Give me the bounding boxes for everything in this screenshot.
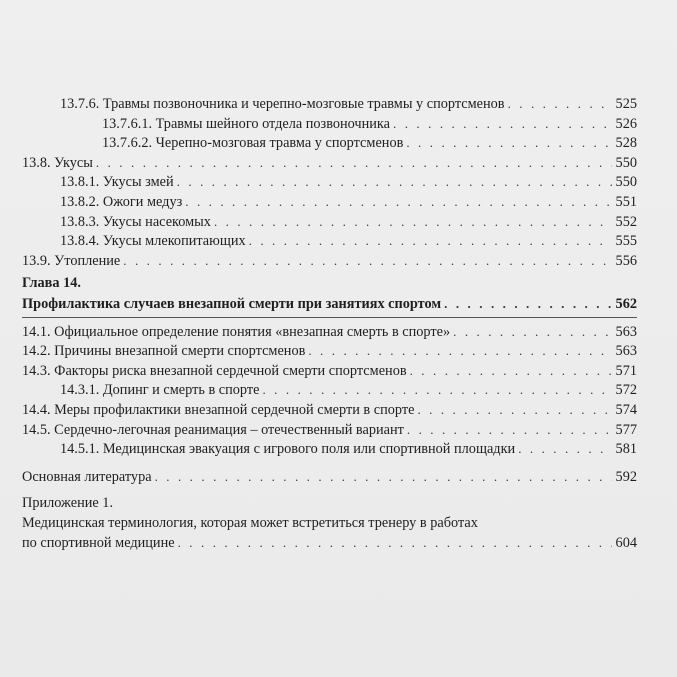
toc-page-number: 525: [615, 96, 637, 112]
table-of-contents: [22, 94, 637, 553]
toc-entry-14-3[interactable]: [22, 361, 637, 381]
toc-entry-title: 13.8.2. Ожоги медуз: [60, 193, 183, 210]
toc-entry-14-1[interactable]: [22, 322, 637, 342]
toc-page-number: 577: [615, 421, 637, 438]
toc-page-number: 592: [615, 468, 637, 485]
toc-entry-13-7-6[interactable]: [22, 94, 637, 114]
toc-page-number: 550: [615, 174, 637, 191]
toc-entry-title: 13.7.6. Травмы позвоночника и черепно-мозговые травмы у спортсменов: [60, 96, 505, 112]
toc-entry-chapter-14[interactable]: [22, 294, 637, 314]
toc-entry-14-4[interactable]: [22, 400, 637, 420]
dot-leader: [444, 294, 612, 314]
toc-page-number: 604: [615, 535, 637, 552]
toc-page-number: 574: [615, 401, 637, 418]
dot-leader: [178, 533, 612, 553]
toc-page-number: 562: [615, 295, 637, 312]
toc-entry-title: 14.5. Сердечно-легочная реанимация – отечественный вариант: [22, 421, 404, 438]
dot-leader: [308, 341, 612, 361]
toc-page-number: 555: [615, 233, 637, 250]
dot-leader: [123, 251, 612, 271]
toc-entry-title: 14.3. Факторы риска внезапной сердечной смерти спортсменов: [22, 362, 407, 379]
toc-entry-title: 13.8.4. Укусы млекопитающих: [60, 233, 246, 250]
dot-leader: [410, 361, 612, 381]
toc-page-number: 563: [615, 343, 637, 360]
toc-entry-title: 14.4. Меры профилактики внезапной сердечной смерти в спорте: [22, 401, 415, 418]
toc-page-number: 551: [615, 193, 637, 210]
toc-page-number: 528: [615, 135, 637, 152]
toc-page-number: 563: [615, 323, 637, 340]
toc-page-number: 556: [615, 252, 637, 269]
toc-entry-title: 13.8.1. Укусы змей: [60, 174, 174, 191]
appendix-title-line: Медицинская терминология, которая может встретиться тренеру в работах: [22, 514, 478, 531]
dot-leader: [518, 439, 612, 459]
dot-leader: [262, 380, 612, 400]
dot-leader: [406, 133, 612, 153]
chapter-label: Глава 14.: [22, 275, 81, 292]
toc-entry-title: 14.3.1. Допинг и смерть в спорте: [60, 382, 260, 399]
toc-entry-title: по спортивной медицине: [22, 535, 175, 552]
toc-entry-title: 13.7.6.1. Травмы шейного отдела позвоночника: [102, 115, 391, 132]
toc-entry-13-8-3[interactable]: [22, 212, 637, 232]
dot-leader: [96, 153, 612, 173]
toc-entry-14-5[interactable]: [22, 420, 637, 440]
toc-entry-13-7-6-1[interactable]: [22, 114, 637, 134]
toc-entry-13-9[interactable]: [22, 251, 637, 271]
toc-page-number: 526: [615, 115, 637, 132]
dot-leader: [508, 94, 612, 114]
toc-entry-title: 13.9. Утопление: [22, 252, 121, 269]
dot-leader: [155, 467, 612, 487]
toc-entry-13-8-2[interactable]: [22, 192, 637, 212]
dot-leader: [185, 192, 612, 212]
toc-entry-title: Основная литература: [22, 468, 152, 485]
dot-leader: [249, 231, 612, 251]
dot-leader: [453, 322, 612, 342]
toc-entry-literature[interactable]: [22, 467, 637, 487]
toc-entry-13-8-4[interactable]: [22, 231, 637, 251]
toc-page-number: 572: [615, 382, 637, 399]
toc-entry-title: 14.5.1. Медицинская эвакуация с игрового поля или спортивной площадки: [60, 441, 516, 458]
spacer: [22, 486, 637, 494]
dot-leader: [214, 212, 612, 232]
toc-entry-title: 14.2. Причины внезапной смерти спортсменов: [22, 343, 306, 360]
dot-leader: [393, 114, 612, 134]
toc-entry-title: Профилактика случаев внезапной смерти при занятиях спортом: [22, 295, 442, 312]
toc-entry-title: 13.8. Укусы: [22, 154, 93, 171]
toc-page-number: 552: [615, 213, 637, 230]
toc-entry-14-3-1[interactable]: [22, 380, 637, 400]
toc-entry-14-2[interactable]: [22, 341, 637, 361]
toc-entry-appendix-1[interactable]: [22, 533, 637, 553]
dot-leader: [417, 400, 612, 420]
toc-entry-14-5-1[interactable]: [22, 439, 637, 459]
toc-entry-title: 13.8.3. Укусы насекомых: [60, 213, 211, 230]
dot-leader: [407, 420, 612, 440]
toc-page-number: 571: [615, 362, 637, 379]
spacer: [22, 459, 637, 467]
toc-page-number: 550: [615, 154, 637, 171]
toc-entry-13-7-6-2[interactable]: [22, 133, 637, 153]
dot-leader: [177, 172, 612, 192]
toc-page-number: 581: [615, 441, 637, 458]
appendix-label: Приложение 1.: [22, 495, 114, 512]
toc-entry-13-8-1[interactable]: [22, 172, 637, 192]
chapter-divider: [22, 317, 637, 318]
toc-entry-title: 13.7.6.2. Черепно-мозговая травма у спортсменов: [102, 135, 404, 152]
toc-entry-title: 14.1. Официальное определение понятия «внезапная смерть в спорте»: [22, 323, 451, 340]
toc-entry-13-8[interactable]: [22, 153, 637, 173]
